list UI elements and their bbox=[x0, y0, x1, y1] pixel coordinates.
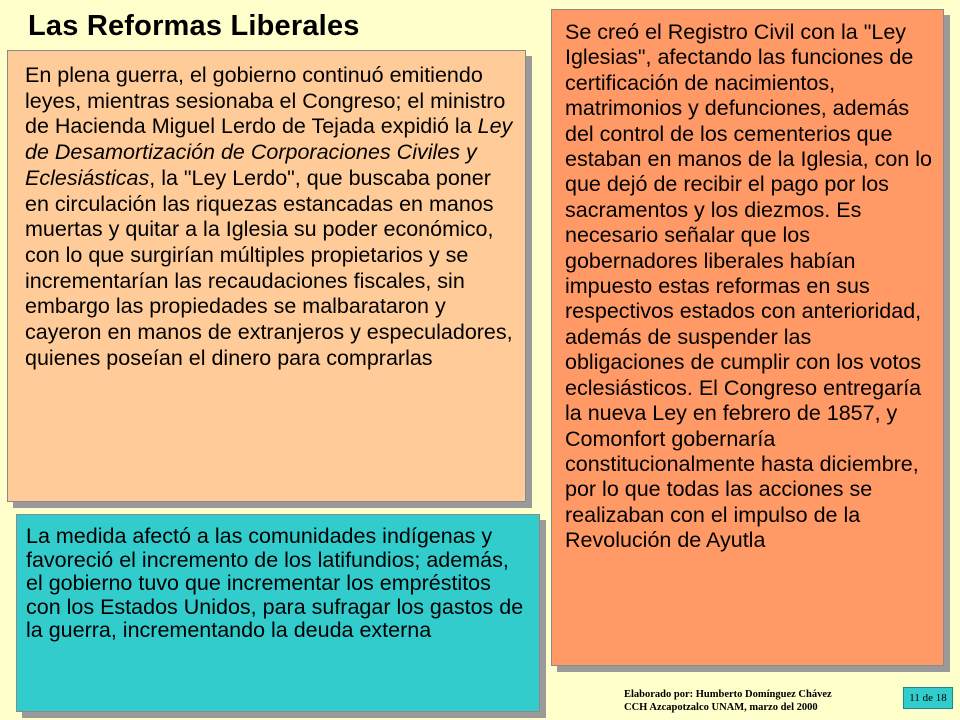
page-indicator[interactable]: 11 de 18 bbox=[903, 687, 953, 709]
ley-lerdo-text-start: En plena guerra, el gobierno continuó emitiendo leyes, mientras sesionaba el Congreso; el ministro de Hacienda Miguel Lerdo de Tejada expidió la bbox=[25, 63, 506, 139]
credits bbox=[624, 688, 832, 714]
credits-author: Elaborado por: Humberto Domínguez Chávez bbox=[624, 689, 832, 700]
ley-lerdo-text-end: , la "Ley Lerdo", que buscaba poner en circulación las riquezas estancadas en manos muertas y quitar a la Iglesia su poder económico, con lo que surgirían múltiples propietarios y se incrementarían las recaudaciones fiscales, sin embargo las propiedades se malbarataron y cayeron en manos de extranjeros y especuladores, quienes poseían el dinero para comprarlas bbox=[25, 165, 513, 370]
ley-lerdo-italic-title: Ley de Desamortización de Corporaciones Civiles y Eclesiásticas bbox=[25, 114, 513, 190]
consecuencias-text: La medida afectó a las comunidades indígenas y favoreció el incremento de los latifundios; además, el gobierno tuvo que incrementar los empréstitos con los Estados Unidos, para sufragar los gastos de la guerra, incrementando la deuda externa bbox=[26, 524, 524, 643]
text-box-registro-civil bbox=[551, 9, 944, 666]
text-box-ley-lerdo bbox=[7, 50, 526, 502]
credits-institution: CCH Azcapotzalco UNAM, marzo del 2000 bbox=[624, 702, 818, 713]
slide-title: Las Reformas Liberales bbox=[28, 10, 360, 42]
text-box-consecuencias bbox=[16, 514, 540, 712]
registro-civil-text: Se creó el Registro Civil con la "Ley Iglesias", afectando las funciones de certificación de nacimientos, matrimonios y defunciones, además del control de los cementerios que estaban en manos de la Iglesia, con lo que dejó de recibir el pago por los sacramentos y los diezmos. Es necesario señalar que los gobernadores liberales habían impuesto estas reformas en sus respectivos estados con anterioridad, además de suspender las obligaciones de cumplir con los votos eclesiásticos. El Congreso entregaría la nueva Ley en febrero de 1857, y Comonfort gobernaría constitucionalmente hasta diciembre, por lo que todas las acciones se realizaban con el impulso de la Revolución de Ayutla bbox=[565, 20, 932, 553]
